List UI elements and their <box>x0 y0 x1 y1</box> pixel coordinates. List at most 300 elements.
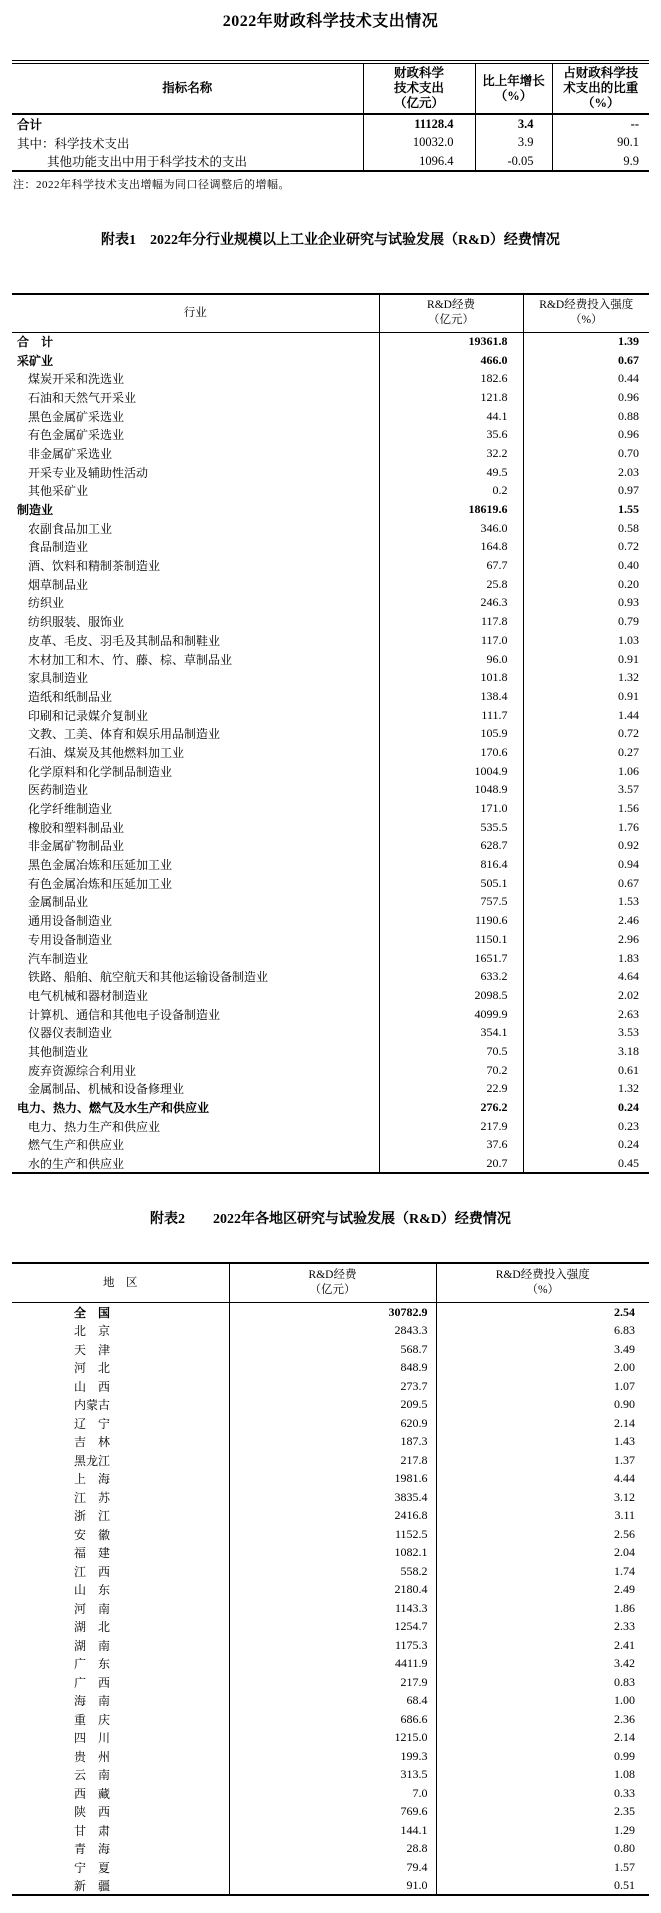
row-label-cell: 汽车制造业 <box>28 951 89 966</box>
table-row <box>12 1802 649 1821</box>
column-header-expenditure: 财政科学 技术支出 （亿元） <box>363 62 475 114</box>
row-value-cell: 0.2 <box>379 482 523 501</box>
rd-by-industry-table <box>12 293 649 1174</box>
row-value-cell: 68.4 <box>229 1691 436 1710</box>
table-row <box>12 1506 649 1525</box>
row-label-cell: 电力、热力、燃气及水生产和供应业 <box>17 1101 210 1116</box>
row-label-cell: 西 藏 <box>74 1786 111 1801</box>
row-value-cell: 0.33 <box>436 1784 649 1803</box>
row-value-cell: 25.8 <box>379 575 523 594</box>
row-label-cell: 江 西 <box>74 1564 111 1579</box>
page-title: 2022年财政科学技术支出情况 <box>222 13 439 30</box>
table-row <box>12 1061 649 1080</box>
row-value-cell: 3.18 <box>523 1042 649 1061</box>
table-row <box>12 1432 649 1451</box>
row-value-cell: 182.6 <box>379 369 523 388</box>
row-label-cell: 有色金属矿采选业 <box>28 428 125 443</box>
table-row <box>12 1784 649 1803</box>
row-value-cell: 1175.3 <box>229 1636 436 1655</box>
row-label-cell: 海 南 <box>74 1694 111 1709</box>
row-value-cell: 2.63 <box>523 1005 649 1024</box>
row-label-cell: 甘 肃 <box>74 1823 111 1838</box>
table-header <box>12 294 649 332</box>
row-label-cell: 医药制造业 <box>28 783 89 798</box>
row-label-cell: 电气机械和器材制造业 <box>28 988 149 1003</box>
table-row <box>12 1117 649 1136</box>
table-row <box>12 1543 649 1562</box>
row-value-cell: 0.99 <box>436 1747 649 1766</box>
header-row <box>12 1263 649 1303</box>
row-value-cell: 0.91 <box>523 687 649 706</box>
row-label-cell: 湖 南 <box>74 1638 111 1653</box>
column-header-rd-expenditure: R&D经费 （亿元） <box>229 1263 436 1303</box>
table-row <box>12 1488 649 1507</box>
table-row <box>12 1005 649 1024</box>
table-row <box>12 463 649 482</box>
row-label-cell: 皮革、毛皮、羽毛及其制品和制鞋业 <box>28 633 221 648</box>
row-value-cell: 90.1 <box>552 133 649 152</box>
row-label-cell: 制造业 <box>17 503 54 518</box>
row-value-cell: 1.55 <box>523 500 649 519</box>
fiscal-expenditure-table <box>12 60 649 172</box>
row-value-cell: -0.05 <box>475 152 552 171</box>
row-value-cell: 3.42 <box>436 1654 649 1673</box>
row-label-cell: 专用设备制造业 <box>28 932 113 947</box>
row-value-cell: 138.4 <box>379 687 523 706</box>
row-value-cell: 568.7 <box>229 1340 436 1359</box>
table-row <box>12 1303 649 1322</box>
row-value-cell: 0.44 <box>523 369 649 388</box>
table-row <box>12 1358 649 1377</box>
row-value-cell: 1.00 <box>436 1691 649 1710</box>
table-row <box>12 133 649 152</box>
table-row <box>12 1377 649 1396</box>
row-value-cell: 757.5 <box>379 893 523 912</box>
row-value-cell: 2.54 <box>436 1303 649 1322</box>
column-header-rd-expenditure: R&D经费 （亿元） <box>379 294 523 332</box>
table-row <box>12 1469 649 1488</box>
row-value-cell: 2.46 <box>523 911 649 930</box>
row-value-cell: 164.8 <box>379 538 523 557</box>
row-label-cell: 非金属矿物制品业 <box>28 839 125 854</box>
row-value-cell: 2.02 <box>523 986 649 1005</box>
column-header-indicator: 指标名称 <box>12 62 363 114</box>
table-row <box>12 1654 649 1673</box>
row-value-cell: 0.58 <box>523 519 649 538</box>
row-value-cell: 2.36 <box>436 1710 649 1729</box>
row-value-cell: 3.4 <box>475 114 552 133</box>
row-label-cell: 金属制品、机械和设备修理业 <box>28 1082 185 1097</box>
row-label-cell: 宁 夏 <box>74 1860 111 1875</box>
row-label-cell: 金属制品业 <box>28 895 89 910</box>
row-value-cell: 1215.0 <box>229 1728 436 1747</box>
row-value-cell: 1.03 <box>523 631 649 650</box>
row-value-cell: 0.83 <box>436 1673 649 1692</box>
row-value-cell: 0.96 <box>523 388 649 407</box>
row-label-cell: 福 建 <box>74 1546 111 1561</box>
row-value-cell: 686.6 <box>229 1710 436 1729</box>
column-header-rd-intensity: R&D经费投入强度 （%） <box>523 294 649 332</box>
table-row <box>12 1839 649 1858</box>
row-value-cell: 1082.1 <box>229 1543 436 1562</box>
row-value-cell: 1.53 <box>523 893 649 912</box>
row-value-cell: 1.86 <box>436 1599 649 1618</box>
row-value-cell: 1.08 <box>436 1765 649 1784</box>
row-value-cell: -- <box>552 114 649 133</box>
row-value-cell: 171.0 <box>379 799 523 818</box>
row-value-cell: 273.7 <box>229 1377 436 1396</box>
table-header <box>12 1263 649 1303</box>
appendix1-caption: 附表1 2022年分行业规模以上工业企业研究与试验发展（R&D）经费情况 <box>101 233 560 248</box>
row-label-cell: 全 国 <box>74 1305 111 1320</box>
row-value-cell: 1.32 <box>523 1080 649 1099</box>
row-label-cell: 山 西 <box>74 1379 111 1394</box>
row-label-cell: 非金属矿采选业 <box>28 446 113 461</box>
row-value-cell: 18619.6 <box>379 500 523 519</box>
row-label-cell: 河 南 <box>74 1601 111 1616</box>
row-value-cell: 2.04 <box>436 1543 649 1562</box>
table-row <box>12 388 649 407</box>
header-row <box>12 62 649 114</box>
table-row <box>12 114 649 133</box>
row-label-cell: 计算机、通信和其他电子设备制造业 <box>28 1007 221 1022</box>
row-value-cell: 101.8 <box>379 668 523 687</box>
table-row <box>12 556 649 575</box>
row-label-cell: 黑色金属冶炼和压延加工业 <box>28 858 173 873</box>
row-value-cell: 117.0 <box>379 631 523 650</box>
table-row <box>12 1042 649 1061</box>
row-value-cell: 0.72 <box>523 538 649 557</box>
row-value-cell: 70.2 <box>379 1061 523 1080</box>
table-row <box>12 1525 649 1544</box>
row-label-cell: 木材加工和木、竹、藤、棕、草制品业 <box>28 652 233 667</box>
row-value-cell: 0.24 <box>523 1136 649 1155</box>
row-label-cell: 采矿业 <box>17 353 54 368</box>
row-value-cell: 0.94 <box>523 855 649 874</box>
row-value-cell: 9.9 <box>552 152 649 171</box>
row-label-cell: 开采专业及辅助性活动 <box>28 465 149 480</box>
row-value-cell: 558.2 <box>229 1562 436 1581</box>
row-value-cell: 4.44 <box>436 1469 649 1488</box>
table-row <box>12 538 649 557</box>
table-row <box>12 482 649 501</box>
row-value-cell: 1.57 <box>436 1858 649 1877</box>
row-value-cell: 35.6 <box>379 425 523 444</box>
row-value-cell: 2.14 <box>436 1414 649 1433</box>
table-body <box>12 114 649 171</box>
row-value-cell: 3.53 <box>523 1023 649 1042</box>
row-label-cell: 内蒙古 <box>74 1398 111 1413</box>
row-label-cell: 造纸和纸制品业 <box>28 689 113 704</box>
row-value-cell: 0.40 <box>523 556 649 575</box>
row-value-cell: 144.1 <box>229 1821 436 1840</box>
row-value-cell: 2.03 <box>523 463 649 482</box>
table-row <box>12 967 649 986</box>
table-row <box>12 1098 649 1117</box>
table-row <box>12 500 649 519</box>
table-row <box>12 332 649 351</box>
row-value-cell: 0.79 <box>523 612 649 631</box>
row-value-cell: 1651.7 <box>379 949 523 968</box>
row-value-cell: 6.83 <box>436 1321 649 1340</box>
table-body <box>12 1303 649 1895</box>
row-label-cell: 燃气生产和供应业 <box>28 1138 125 1153</box>
table-row <box>12 1395 649 1414</box>
rd-by-region-table <box>12 1262 649 1896</box>
row-value-cell: 0.67 <box>523 874 649 893</box>
row-value-cell: 1.43 <box>436 1432 649 1451</box>
row-value-cell: 3.49 <box>436 1340 649 1359</box>
row-value-cell: 4.64 <box>523 967 649 986</box>
table-row <box>12 1710 649 1729</box>
row-value-cell: 0.88 <box>523 407 649 426</box>
row-value-cell: 1.37 <box>436 1451 649 1470</box>
row-value-cell: 0.24 <box>523 1098 649 1117</box>
column-header-growth: 比上年增长 （%） <box>475 62 552 114</box>
row-value-cell: 70.5 <box>379 1042 523 1061</box>
table-row <box>12 930 649 949</box>
row-label-cell: 通用设备制造业 <box>28 914 113 929</box>
table-row <box>12 1080 649 1099</box>
row-label-cell: 黑色金属矿采选业 <box>28 409 125 424</box>
table-row <box>12 575 649 594</box>
row-value-cell: 49.5 <box>379 463 523 482</box>
table-row <box>12 1562 649 1581</box>
table-row <box>12 1023 649 1042</box>
row-value-cell: 22.9 <box>379 1080 523 1099</box>
row-label-cell: 酒、饮料和精制茶制造业 <box>28 559 161 574</box>
row-value-cell: 28.8 <box>229 1839 436 1858</box>
row-value-cell: 246.3 <box>379 594 523 613</box>
table-row <box>12 444 649 463</box>
table-row <box>12 743 649 762</box>
row-value-cell: 505.1 <box>379 874 523 893</box>
table-row <box>12 1414 649 1433</box>
row-label-cell: 山 东 <box>74 1583 111 1598</box>
table-row <box>12 724 649 743</box>
table-footnote: 注：2022年科学技术支出增幅为同口径调整后的增幅。 <box>13 179 290 191</box>
row-value-cell: 2843.3 <box>229 1321 436 1340</box>
row-label-cell: 纺织服装、服饰业 <box>28 615 125 630</box>
row-value-cell: 0.51 <box>436 1876 649 1895</box>
row-label-cell: 废弃资源综合利用业 <box>28 1063 137 1078</box>
row-value-cell: 620.9 <box>229 1414 436 1433</box>
row-value-cell: 2.49 <box>436 1580 649 1599</box>
row-value-cell: 19361.8 <box>379 332 523 351</box>
column-header-rd-intensity: R&D经费投入强度 （%） <box>436 1263 649 1303</box>
row-value-cell: 170.6 <box>379 743 523 762</box>
row-value-cell: 217.9 <box>229 1673 436 1692</box>
table-row <box>12 893 649 912</box>
row-value-cell: 1.29 <box>436 1821 649 1840</box>
row-value-cell: 199.3 <box>229 1747 436 1766</box>
header-row <box>12 294 649 332</box>
row-value-cell: 0.80 <box>436 1839 649 1858</box>
row-label-cell: 石油和天然气开采业 <box>28 390 137 405</box>
row-value-cell: 2180.4 <box>229 1580 436 1599</box>
row-value-cell: 2098.5 <box>379 986 523 1005</box>
appendix2-caption: 附表2 2022年各地区研究与试验发展（R&D）经费情况 <box>150 1211 511 1227</box>
row-value-cell: 1254.7 <box>229 1617 436 1636</box>
row-value-cell: 0.27 <box>523 743 649 762</box>
table-row <box>12 1599 649 1618</box>
row-value-cell: 37.6 <box>379 1136 523 1155</box>
table-row <box>12 1858 649 1877</box>
row-value-cell: 209.5 <box>229 1395 436 1414</box>
row-label-cell: 重 庆 <box>74 1712 111 1727</box>
column-header-industry: 行业 <box>12 294 379 332</box>
row-label-cell: 其他制造业 <box>28 1044 89 1059</box>
row-label-cell: 其中：科学技术支出 <box>17 136 130 151</box>
row-label-cell: 陕 西 <box>74 1805 111 1820</box>
row-value-cell: 0.23 <box>523 1117 649 1136</box>
row-value-cell: 1004.9 <box>379 762 523 781</box>
table-row <box>12 874 649 893</box>
row-label-cell: 四 川 <box>74 1731 111 1746</box>
table-row <box>12 1765 649 1784</box>
table-row <box>12 706 649 725</box>
row-value-cell: 11128.4 <box>363 114 475 133</box>
row-label-cell: 河 北 <box>74 1361 111 1376</box>
row-value-cell: 535.5 <box>379 818 523 837</box>
row-value-cell: 0.67 <box>523 351 649 370</box>
row-value-cell: 32.2 <box>379 444 523 463</box>
table-row <box>12 1821 649 1840</box>
row-label-cell: 广 东 <box>74 1657 111 1672</box>
row-value-cell: 96.0 <box>379 650 523 669</box>
row-value-cell: 848.9 <box>229 1358 436 1377</box>
column-header-share: 占财政科学技 术支出的比重 （%） <box>552 62 649 114</box>
row-label-cell: 合计 <box>17 118 43 132</box>
row-label-cell: 化学纤维制造业 <box>28 802 113 817</box>
row-value-cell: 91.0 <box>229 1876 436 1895</box>
row-value-cell: 346.0 <box>379 519 523 538</box>
row-value-cell: 217.8 <box>229 1451 436 1470</box>
row-label-cell: 烟草制品业 <box>28 577 89 592</box>
table-row <box>12 855 649 874</box>
table-row <box>12 612 649 631</box>
row-value-cell: 2.41 <box>436 1636 649 1655</box>
row-value-cell: 1.44 <box>523 706 649 725</box>
row-value-cell: 7.0 <box>229 1784 436 1803</box>
row-label-cell: 青 海 <box>74 1842 111 1857</box>
row-value-cell: 20.7 <box>379 1154 523 1173</box>
table-row <box>12 407 649 426</box>
row-label-cell: 仪器仪表制造业 <box>28 1026 113 1041</box>
row-value-cell: 354.1 <box>379 1023 523 1042</box>
row-value-cell: 0.96 <box>523 425 649 444</box>
table-row <box>12 369 649 388</box>
table-row <box>12 152 649 171</box>
table-row <box>12 351 649 370</box>
row-value-cell: 628.7 <box>379 837 523 856</box>
row-value-cell: 2.96 <box>523 930 649 949</box>
row-value-cell: 3.9 <box>475 133 552 152</box>
row-value-cell: 217.9 <box>379 1117 523 1136</box>
table-row <box>12 986 649 1005</box>
table-row <box>12 837 649 856</box>
row-value-cell: 3.11 <box>436 1506 649 1525</box>
table-row <box>12 911 649 930</box>
table-row <box>12 1747 649 1766</box>
row-value-cell: 3.57 <box>523 781 649 800</box>
table-row <box>12 1617 649 1636</box>
row-value-cell: 1150.1 <box>379 930 523 949</box>
row-value-cell: 0.70 <box>523 444 649 463</box>
row-value-cell: 1096.4 <box>363 152 475 171</box>
row-value-cell: 276.2 <box>379 1098 523 1117</box>
row-value-cell: 1.32 <box>523 668 649 687</box>
row-value-cell: 44.1 <box>379 407 523 426</box>
row-value-cell: 1.07 <box>436 1377 649 1396</box>
row-value-cell: 0.93 <box>523 594 649 613</box>
row-value-cell: 2.00 <box>436 1358 649 1377</box>
row-value-cell: 105.9 <box>379 724 523 743</box>
row-value-cell: 1.39 <box>523 332 649 351</box>
table-row <box>12 1728 649 1747</box>
row-label-cell: 贵 州 <box>74 1749 111 1764</box>
row-label-cell: 上 海 <box>74 1472 111 1487</box>
row-label-cell: 浙 江 <box>74 1509 111 1524</box>
row-label-cell: 其他采矿业 <box>28 484 89 499</box>
row-label-cell: 纺织业 <box>28 596 65 611</box>
row-value-cell: 10032.0 <box>363 133 475 152</box>
row-label-cell: 天 津 <box>74 1342 111 1357</box>
column-header-region: 地 区 <box>12 1263 229 1303</box>
row-value-cell: 1048.9 <box>379 781 523 800</box>
row-value-cell: 0.45 <box>523 1154 649 1173</box>
table-row <box>12 1340 649 1359</box>
row-value-cell: 466.0 <box>379 351 523 370</box>
row-value-cell: 1152.5 <box>229 1525 436 1544</box>
row-value-cell: 117.8 <box>379 612 523 631</box>
row-value-cell: 0.97 <box>523 482 649 501</box>
table-row <box>12 1136 649 1155</box>
table-row <box>12 650 649 669</box>
row-label-cell: 食品制造业 <box>28 540 89 555</box>
row-value-cell: 67.7 <box>379 556 523 575</box>
table-row <box>12 1321 649 1340</box>
row-value-cell: 1.06 <box>523 762 649 781</box>
table-row <box>12 949 649 968</box>
table-row <box>12 1580 649 1599</box>
row-value-cell: 633.2 <box>379 967 523 986</box>
table-row <box>12 1876 649 1895</box>
row-label-cell: 广 西 <box>74 1675 111 1690</box>
row-label-cell: 石油、煤炭及其他燃料加工业 <box>28 745 185 760</box>
table-body <box>12 332 649 1173</box>
row-value-cell: 0.91 <box>523 650 649 669</box>
table-row <box>12 1691 649 1710</box>
table-row <box>12 1636 649 1655</box>
row-label-cell: 橡胶和塑料制品业 <box>28 820 125 835</box>
row-value-cell: 0.92 <box>523 837 649 856</box>
table-row <box>12 1673 649 1692</box>
table-row <box>12 687 649 706</box>
row-value-cell: 121.8 <box>379 388 523 407</box>
table-header <box>12 62 649 114</box>
row-label-cell: 化学原料和化学制品制造业 <box>28 764 173 779</box>
row-value-cell: 816.4 <box>379 855 523 874</box>
row-label-cell: 印刷和记录媒介复制业 <box>28 708 149 723</box>
row-label-cell: 有色金属冶炼和压延加工业 <box>28 876 173 891</box>
table-row <box>12 631 649 650</box>
table-row <box>12 799 649 818</box>
row-label-cell: 黑龙江 <box>74 1453 111 1468</box>
row-label-cell: 江 苏 <box>74 1490 111 1505</box>
row-value-cell: 2.56 <box>436 1525 649 1544</box>
row-value-cell: 187.3 <box>229 1432 436 1451</box>
